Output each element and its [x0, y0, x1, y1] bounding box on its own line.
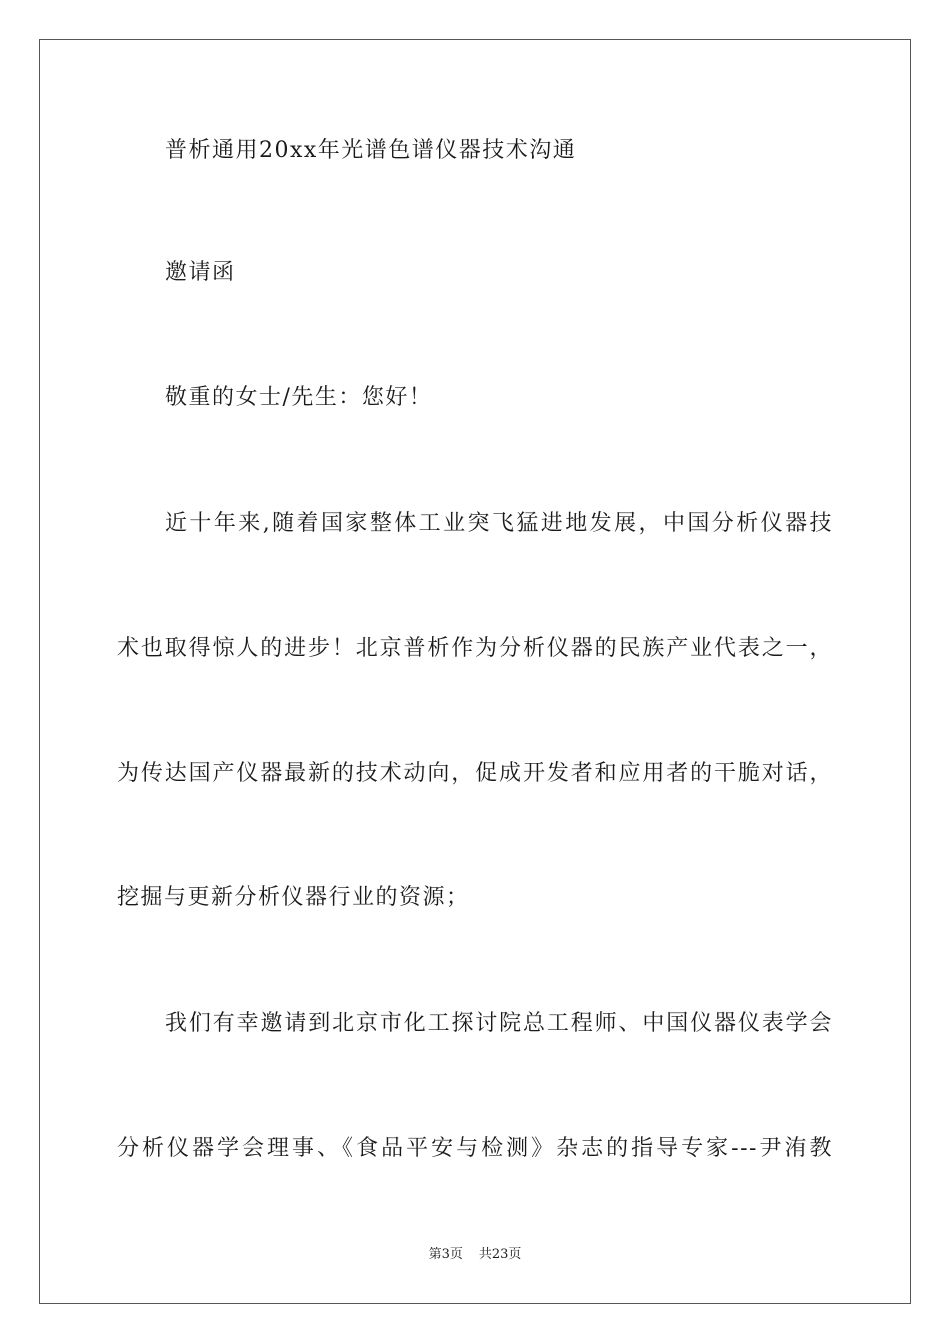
page-total: 共23页	[478, 1247, 522, 1262]
document-subtitle: 邀请函	[165, 260, 236, 285]
salutation: 敬重的女士/先生：您好！	[165, 385, 433, 410]
paragraph1-line4: 挖掘与更新分析仪器行业的资源；	[117, 885, 470, 910]
page-border	[39, 39, 911, 1304]
page-number: 第3页	[428, 1247, 463, 1262]
paragraph2-line2: 分析仪器学会理事、《食品平安与检测》杂志的指导专家---尹洧教	[117, 1136, 833, 1161]
paragraph2-line1: 我们有幸邀请到北京市化工探讨院总工程师、中国仪器仪表学会	[165, 1011, 833, 1036]
paragraph1-line3: 为传达国产仪器最新的技术动向，促成开发者和应用者的干脆对话，	[117, 761, 833, 786]
paragraph1-line2: 术也取得惊人的进步！北京普析作为分析仪器的民族产业代表之一，	[117, 636, 833, 661]
document-title: 普析通用20xx年光谱色谱仪器技术沟通	[165, 138, 577, 163]
page-footer	[0, 1246, 950, 1264]
paragraph1-line1: 近十年来,随着国家整体工业突飞猛进地发展，中国分析仪器技	[165, 511, 833, 536]
